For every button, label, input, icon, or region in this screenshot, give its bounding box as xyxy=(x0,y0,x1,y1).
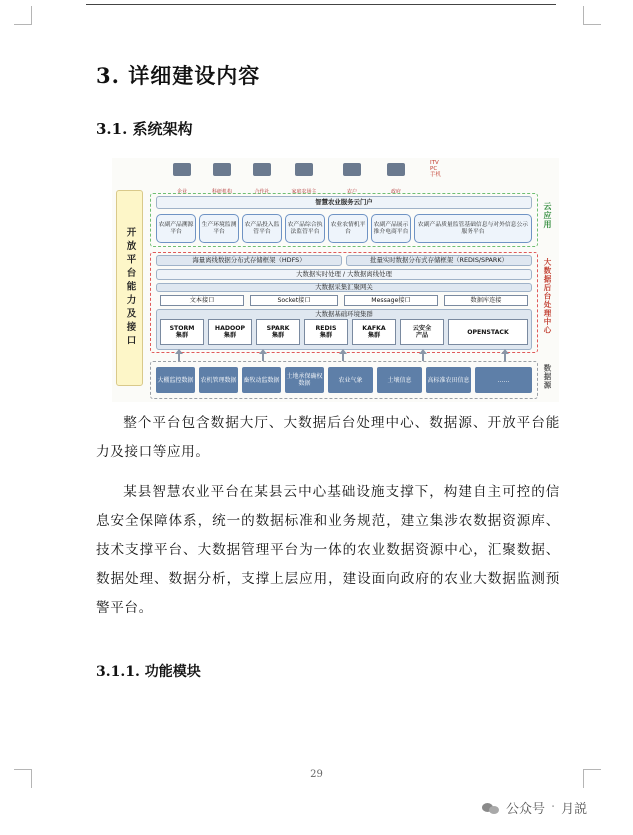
bigdata-center-label: 大数据后台处理中心 xyxy=(543,258,552,335)
subsubsection-heading: 3.1.1. 功能模块 xyxy=(96,664,201,680)
paragraph-overview: 整个平台包含数据大厅、大数据后台处理中心、数据源、开放平台能力及接口等应用。 xyxy=(96,415,560,460)
family-farm-icon: 家庭农场主 xyxy=(290,161,318,191)
watermark-author: 月説 xyxy=(561,802,588,817)
app-module: 农产品投入监管平台 xyxy=(242,214,282,243)
enterprise-icon: 企业 xyxy=(168,161,196,191)
data-source-label: 数据源 xyxy=(543,364,552,390)
farmer-icon: 农户 xyxy=(338,161,366,191)
hdfs-storage-bar: 海量离线数据分布式存储框架（HDFS） xyxy=(156,255,342,266)
source-cell: 大棚监控数据 xyxy=(156,367,195,393)
page-number: 29 xyxy=(310,769,323,780)
cluster-cell: HADOOP 集群 xyxy=(208,319,252,345)
source-cell: 畜牧动监数据 xyxy=(242,367,281,393)
device-label: ITV PC 手机 xyxy=(430,160,442,178)
government-icon: 政府 xyxy=(382,161,410,191)
up-arrow-icon xyxy=(262,353,264,361)
up-arrow-icon xyxy=(342,353,344,361)
watermark xyxy=(482,798,587,817)
watermark-platform: 公众号 xyxy=(506,802,546,817)
portal-bar: 智慧农业服务云门户 xyxy=(156,196,532,209)
watermark-separator: · xyxy=(551,800,556,815)
interface-cell: 数据库连接 xyxy=(444,295,528,306)
source-cell: …… xyxy=(475,367,532,393)
interface-cell: Socket接口 xyxy=(250,295,338,306)
cluster-group: 大数据基础环境集群 xyxy=(156,309,532,350)
paragraph-description: 某县智慧农业平台在某县云中心基础设施支撑下，构建自主可控的信息安全保障体系，统一的数据标准和业务规范，建立集涉农数据资源库、技术支撑平台、大数据管理平台为一体的农业数据资源中心，汇聚数据、数据处理、数据分析，支撑上层应用，建设面向政府的农业大数据监测预警平台。 xyxy=(96,484,560,616)
up-arrow-icon xyxy=(504,353,506,361)
cluster-cell: KAFKA 集群 xyxy=(352,319,396,345)
source-cell: 高标准农田信息 xyxy=(426,367,471,393)
crop-mark-top-left-v xyxy=(31,6,32,25)
interface-cell: 文本接口 xyxy=(160,295,244,306)
source-cell: 土地承保确权数据 xyxy=(285,367,324,393)
crop-mark-top-right-v xyxy=(583,6,584,25)
gateway-bar: 大数据采集汇聚网关 xyxy=(156,283,532,292)
architecture-diagram xyxy=(112,158,559,402)
app-module: 生产环境监测平台 xyxy=(199,214,239,243)
wechat-icon xyxy=(482,801,500,815)
source-cell: 农业气象 xyxy=(328,367,373,393)
up-arrow-icon xyxy=(422,353,424,361)
redis-storage-bar: 批量实时数据分布式存储框架（REDIS/SPARK） xyxy=(346,255,532,266)
cluster-cell: OPENSTACK xyxy=(448,319,528,345)
cluster-cell: STORM 集群 xyxy=(160,319,204,345)
cluster-cell: REDIS 集群 xyxy=(304,319,348,345)
interface-cell: Message接口 xyxy=(344,295,438,306)
research-icon: 科研机构 xyxy=(208,161,236,191)
section-heading: 3. 详细建设内容 xyxy=(96,63,261,88)
user-icon-row xyxy=(160,161,460,195)
cluster-cell: SPARK 集群 xyxy=(256,319,300,345)
crop-mark-top-left-h xyxy=(14,24,32,25)
crop-mark-top-right-h xyxy=(583,24,601,25)
cooperative-icon: 合作社 xyxy=(248,161,276,191)
app-module: 农副产品质量监管基础信息与对外信息公示服务平台 xyxy=(414,214,532,243)
cluster-cell: 云安全 产品 xyxy=(400,319,444,345)
source-cell: 土壤信息 xyxy=(377,367,422,393)
app-module: 农副产品展示推介电商平台 xyxy=(371,214,411,243)
processing-bar: 大数据实时处理 / 大数据离线处理 xyxy=(156,269,532,280)
subsection-heading: 3.1. 系统架构 xyxy=(96,120,193,138)
up-arrow-icon xyxy=(178,353,180,361)
open-platform-column: 开放平台能力及接口 xyxy=(116,190,143,386)
app-module: 农副产品溯源平台 xyxy=(156,214,196,243)
app-module: 农业农情机平台 xyxy=(328,214,368,243)
cloud-app-label: 云应用 xyxy=(543,202,552,229)
header-rule xyxy=(86,4,556,5)
source-cell: 农机管理数据 xyxy=(199,367,238,393)
app-module: 农产品综合执法监管平台 xyxy=(285,214,325,243)
